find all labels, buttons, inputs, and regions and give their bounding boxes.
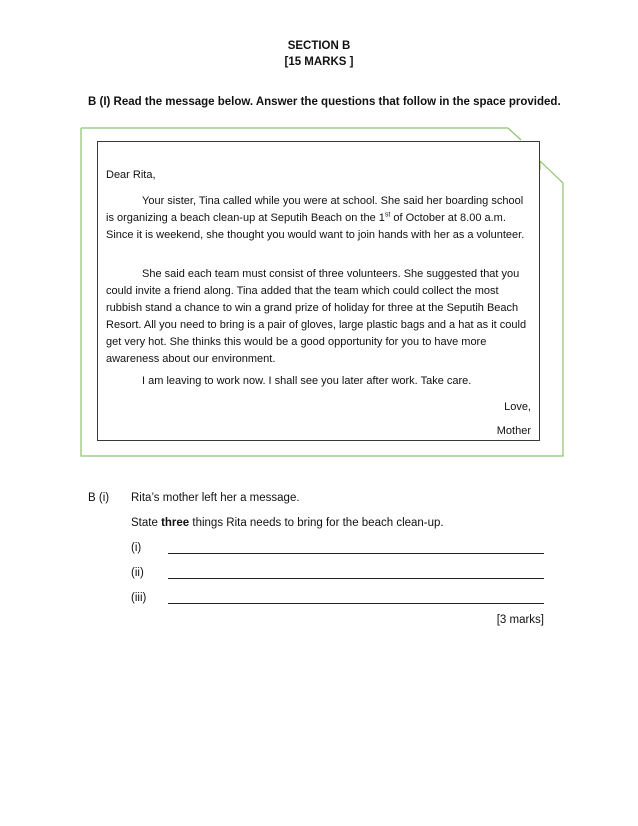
section-title: SECTION B <box>287 40 351 52</box>
answer-line-iii[interactable] <box>168 602 544 604</box>
para1-text: Your sister, Tina called while you were at school. She said her boarding school is organizing a beach clean-up at Seputih Beach on the 1 <box>106 195 524 224</box>
answer-label-i: (i) <box>131 542 142 554</box>
answer-label-ii: (ii) <box>131 567 144 579</box>
answer-line-i[interactable] <box>168 552 544 554</box>
answer-line-ii[interactable] <box>168 577 544 579</box>
prompt-text-end: things Rita needs to bring for the beach clean-up. <box>189 517 444 529</box>
answer-label-iii: (iii) <box>131 592 147 604</box>
message-box <box>97 141 540 441</box>
prompt-emphasis: three <box>161 517 190 529</box>
message-paragraph-1 <box>106 193 531 244</box>
question-label: B (i) <box>88 492 110 504</box>
question-text: Rita’s mother left her a message. <box>131 492 300 504</box>
message-closing: Love, <box>504 401 531 413</box>
section-marks: [15 MARKS ] <box>284 56 354 68</box>
prompt-text: State <box>131 517 162 529</box>
message-greeting: Dear Rita, <box>106 169 156 181</box>
marks-label: [3 marks] <box>496 614 544 626</box>
message-signature: Mother <box>496 425 531 437</box>
message-paragraph-2: She said each team must consist of three volunteers. She suggested that you could invite a friend along. Tina added that the team which could collect the most rubbish stand a chance to win a grand prize of holiday for three at the Seputih Beach Resort. All you need to bring is a pair of gloves, large plastic bags and a hat as it could get very hot. She thinks this would be a good opportunity for you to have more awareness about our environment. <box>106 268 527 365</box>
para1-text-end: of October at 8.00 a.m. Since it is weekend, she thought you would want to join hands with her as a volunteer. <box>106 212 525 241</box>
message-paragraph-3: I am leaving to work now. I shall see you later after work. Take care. <box>142 375 472 387</box>
instruction-text: B (I) Read the message below. Answer the questions that follow in the space provided. <box>88 96 561 108</box>
question-prompt <box>131 517 444 529</box>
para1-superscript: st <box>384 211 391 219</box>
